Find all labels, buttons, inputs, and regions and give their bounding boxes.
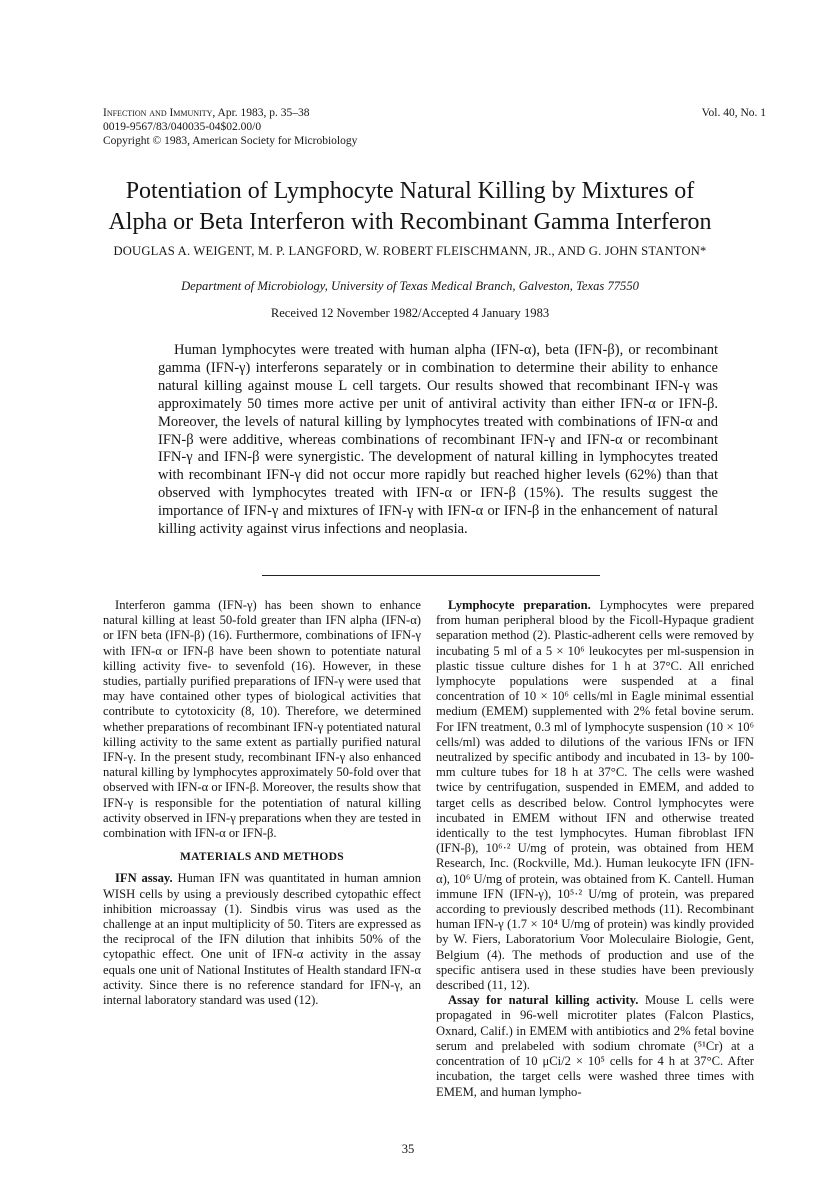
nk-assay-text: Mouse L cells were propagated in 96-well microtiter plates (Falcon Plastics, Oxnard, Calif.) in EMEM with antibiotics and 2% fetal bovine serum and prelabeled with sodium chromate (⁵¹Cr) at a concentration of 10 μCi/2 × 10⁵ cells for 4 h at 37°C. After incubation, the target cells were washed three times with EMEM, and human lympho-	[436, 993, 754, 1099]
lymphocyte-heading: Lymphocyte preparation.	[448, 598, 591, 612]
lymphocyte-paragraph	[436, 598, 754, 993]
journal-copyright: Copyright © 1983, American Society for Microbiology	[103, 135, 358, 147]
title-line-1: Potentiation of Lymphocyte Natural Killing by Mixtures of	[125, 178, 695, 204]
abstract: Human lymphocytes were treated with human alpha (IFN-α), beta (IFN-β), or recombinant gamma (IFN-γ) interferons separately or in combination to determine their ability to enhance natural killing against mouse L cell targets. Our results showed that recombinant IFN-γ was approximately 50 times more active per unit of antiviral activity than either IFN-α or IFN-β. Moreover, the levels of natural killing by lymphocytes treated with combinations of IFN-α and IFN-β were additive, whereas combinations of recombinant IFN-γ and IFN-α or recombinant IFN-γ and IFN-β were synergistic. The development of natural killing in lymphocytes treated with recombinant IFN-γ did not occur more rapidly but reached higher levels (62%) than that observed with lymphocytes treated with IFN-α or IFN-β (15%). The results suggest the importance of IFN-γ and mixtures of IFN-γ with IFN-α or IFN-β in the enhancement of natural killing activity against virus infections and neoplasia.	[158, 342, 718, 538]
author-list: DOUGLAS A. WEIGENT, M. P. LANGFORD, W. ROBERT FLEISCHMANN, JR., AND G. JOHN STANTON*	[113, 244, 707, 258]
journal-header	[103, 106, 357, 148]
article-title	[60, 176, 760, 238]
journal-code: 0019-9567/83/040035-04$02.00/0	[103, 121, 262, 133]
methods-heading: MATERIALS AND METHODS	[180, 851, 344, 864]
journal-citation	[103, 106, 357, 120]
page-number: 35	[401, 1142, 415, 1156]
received-dates: Received 12 November 1982/Accepted 4 January 1983	[270, 306, 550, 320]
section-divider	[262, 575, 600, 576]
journal-issue: , Apr. 1983, p. 35–38	[212, 107, 310, 119]
journal-name: Infection and Immunity	[103, 107, 213, 119]
ifn-assay-heading: IFN assay.	[115, 871, 173, 886]
volume-info: Vol. 40, No. 1	[701, 107, 766, 119]
title-line-2: Alpha or Beta Interferon with Recombinant Gamma Interferon	[108, 209, 712, 235]
ifn-assay-text: Human IFN was quantitated in human amnion WISH cells by using a previously described cytopathic effect inhibition microassay (1). Sindbis virus was used as the challenge at an input multiplicity of 50. Titers are expressed as the reciprocal of the IFN dilution that inhibits 50% of the cytopathic effect. One unit of IFN-α activity in the assay equals one unit of National Institutes of Health standard IFN-α activity. Since there is no reference standard for IFN-γ, an internal laboratory standard was used (12).	[103, 871, 421, 1008]
ifn-assay-paragraph	[103, 871, 421, 1008]
lymphocyte-text: Lymphocytes were prepared from human peripheral blood by the Ficoll-Hypaque gradient separation method (2). Plastic-adherent cells were removed by incubating 5 ml of a 5 × 10⁶ leukocytes per ml-suspension in plastic tissue culture dishes for 1 h at 37°C. All enriched lymphocyte populations were suspended at a final concentration of 10 × 10⁶ cells/ml in Eagle minimal essential medium (EMEM) supplemented with 2% fetal bovine serum. For IFN treatment, 0.3 ml of lymphocyte suspension (10 × 10⁶ cells/ml) was added to dilutions of the various IFNs or IFN neutralized by specific antibody and incubated in 13- by 100-mm culture tubes for 18 h at 37°C. The cells were washed twice by centrifugation, suspended in EMEM, and added to target cells as described below. Control lymphocytes were incubated in EMEM without IFN and otherwise treated identically to the test lymphocytes. Human fibroblast IFN (IFN-β), 10⁶·² U/mg of protein, was obtained from HEM Research, Inc. (Rockville, Md.). Human leukocyte IFN (IFN-α), 10⁶ U/mg of protein, was obtained from K. Cantell. Human immune IFN (IFN-γ), 10⁵·² U/mg of protein, was prepared according to previously described methods (11). Recombinant human IFN-γ (1.7 × 10⁴ U/mg of protein) was kindly provided by W. Fiers, Laboratorium Voor Moleculaire Biologie, Gent, Belgium (4). The methods of production and use of the specific antisera used in these studies have been previously described (11, 12).	[436, 598, 754, 993]
intro-paragraph: Interferon gamma (IFN-γ) has been shown to enhance natural killing at least 50-fold greater than IFN alpha (IFN-α) or IFN beta (IFN-β) (16). Furthermore, combinations of IFN-γ with IFN-α or IFN-β have been shown to potentiate natural killing activity five- to sevenfold (16). However, in these studies, partially purified preparations of IFN-γ were used that may have contained other types of biological activities that contribute to cytotoxicity (8, 10). Therefore, we determined whether preparations of recombinant IFN-γ potentiated natural killing activity to the same extent as partially purified natural IFN-γ. In the present study, recombinant IFN-γ also enhanced natural killing by lymphocytes approximately 50-fold over that observed with IFN-α or IFN-β. Moreover, the results show that IFN-γ is responsible for the potentiation of natural killing activity observed in IFN-γ preparations when they are tested in combination with IFN-α or IFN-β.	[103, 598, 421, 841]
left-column	[103, 598, 421, 1008]
right-column	[436, 598, 754, 1100]
nk-assay-paragraph	[436, 993, 754, 1099]
nk-assay-heading: Assay for natural killing activity.	[448, 993, 639, 1008]
affiliation: Department of Microbiology, University of Texas Medical Branch, Galveston, Texas 77550	[181, 279, 639, 293]
